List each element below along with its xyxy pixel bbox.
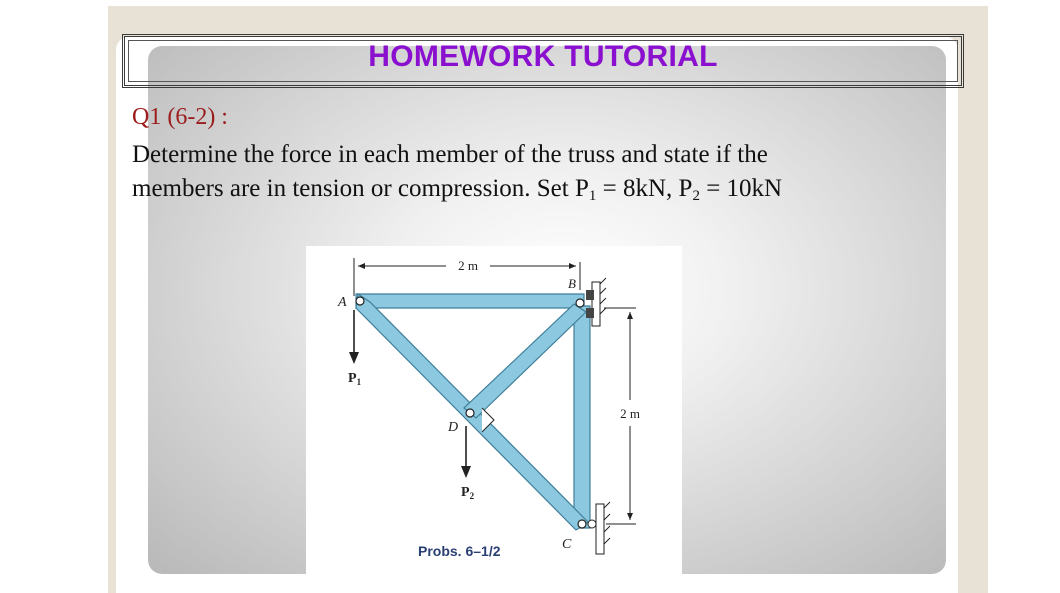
member-bd (464, 304, 586, 418)
dim-horizontal-label: 2 m (458, 258, 478, 273)
support-c (588, 502, 610, 554)
dim-vertical-label: 2 m (620, 406, 640, 421)
pin-d (466, 409, 474, 417)
load-p2-arrow (461, 426, 471, 478)
joint-d-label: D (448, 420, 459, 435)
p1-value: = 8kN, P (596, 175, 693, 202)
joint-a-label: A (338, 295, 347, 310)
p1-subscript: 1 (588, 188, 597, 204)
slide-title: HOMEWORK TUTORIAL (368, 40, 718, 73)
load-p2-label: $P_2$ (461, 485, 475, 501)
question-text (132, 138, 922, 213)
load-p1-arrow (349, 310, 359, 364)
truss-figure (306, 246, 682, 574)
question-line-2-prefix: members are in tension or compression. Set P (132, 175, 589, 202)
joint-c-label: C (562, 537, 572, 552)
member-bc (574, 306, 590, 528)
pin-c (578, 520, 586, 528)
joint-b-label: B (568, 276, 576, 291)
question-label: Q1 (6-2) : (132, 104, 228, 130)
truss-diagram (306, 246, 682, 574)
question-line-1: Determine the force in each member of the truss and state if the (132, 141, 768, 168)
load-p1-label: $P_1$ (348, 371, 362, 387)
p2-value: = 10kN (699, 175, 783, 202)
pin-b (576, 299, 584, 307)
p2-subscript: 2 (692, 188, 700, 204)
member-ab (356, 294, 584, 308)
figure-caption: Probs. 6–1/2 (418, 543, 501, 559)
pin-a (356, 297, 364, 305)
question-line-2 (132, 172, 922, 213)
